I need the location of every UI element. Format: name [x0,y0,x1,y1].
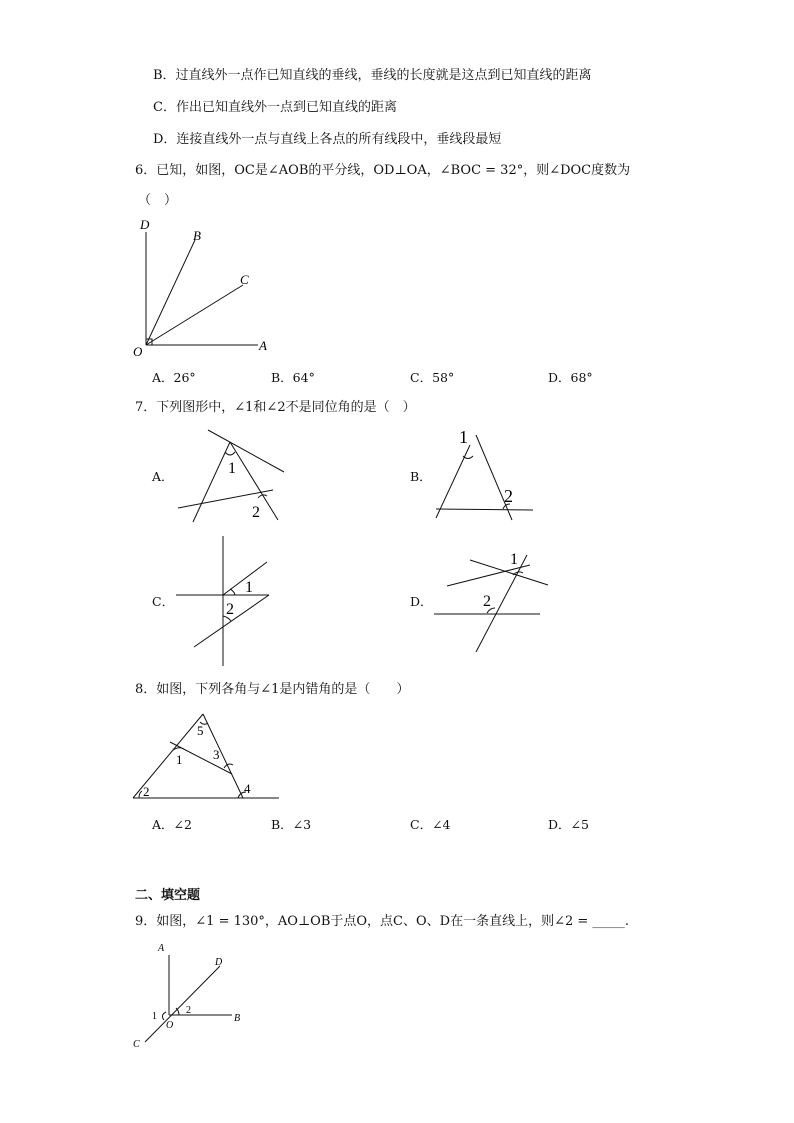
q9-label-d: D [215,957,223,968]
q9-label-b: B [234,1013,241,1024]
q9-label-c: C [133,1039,140,1050]
q6-bracket: （ ） [138,193,178,208]
q8-angle-5: 5 [197,723,204,738]
q8-angle-3: 3 [213,747,220,762]
q9-label-o: O [166,1020,174,1031]
q8-stem: 8．如图，下列各角与∠1是内错角的是（ ） [135,682,410,697]
q6-stem: 6．已知，如图，OC是∠AOB的平分线，OD⊥OA，∠BOC = 32°，则∠DOC度数为 [135,163,631,178]
q8-option-a: A．∠2 [152,817,192,832]
q8-angle-2: 2 [143,784,150,799]
q8-option-d: D．∠5 [548,817,589,832]
q7-option-c-label: C． [152,594,175,609]
q7-option-d-label: D． [410,594,433,609]
q7-d-angle-2: 2 [483,593,491,610]
q6-label-b: B [193,228,201,243]
q9-stem: 9．如图，∠1 = 130°，AO⊥OB于点O，点C、O、D在一条直线上，则∠2 = _____. [135,914,630,929]
q7-c-angle-2: 2 [226,601,234,618]
q7-a-angle-1: 1 [228,460,236,477]
q7-b-angle-2: 2 [504,486,513,506]
q8-option-b: B．∠3 [271,817,312,832]
q7-option-b-label: B． [410,469,432,484]
q6-label-d: D [140,217,150,232]
q5-option-b: B．过直线外一点作已知直线的垂线，垂线的长度就是这点到已知直线的距离 [153,68,592,83]
q9-label-a: A [158,943,165,954]
q6-option-a: A．26° [152,370,196,385]
q6-option-d: D．68° [548,370,593,385]
q7-c-angle-1: 1 [245,579,253,596]
q8-angle-1: 1 [176,752,183,767]
q9-angle-2: 2 [186,1005,191,1016]
q8-angle-4: 4 [244,781,251,796]
q7-stem: 7．下列图形中，∠1和∠2不是同位角的是（ ） [135,400,416,415]
q6-label-a: A [259,338,267,353]
q6-label-c: C [240,272,249,287]
q7-option-a-label: A． [152,469,174,484]
q6-label-o: O [133,344,143,359]
q7-d-angle-1: 1 [510,551,518,568]
q7-a-angle-2: 2 [252,504,260,521]
q5-option-c: C．作出已知直线外一点到已知直线的距离 [153,100,397,115]
section-fill-in-blank-title: 二、填空题 [135,888,201,903]
q5-option-d: D．连接直线外一点与直线上各点的所有线段中，垂线段最短 [153,132,502,147]
q7-b-angle-1: 1 [459,427,468,447]
q6-option-c: C．58° [410,370,455,385]
q8-option-c: C．∠4 [410,817,451,832]
q9-angle-1: 1 [152,1011,157,1022]
q6-option-b: B．64° [271,370,315,385]
